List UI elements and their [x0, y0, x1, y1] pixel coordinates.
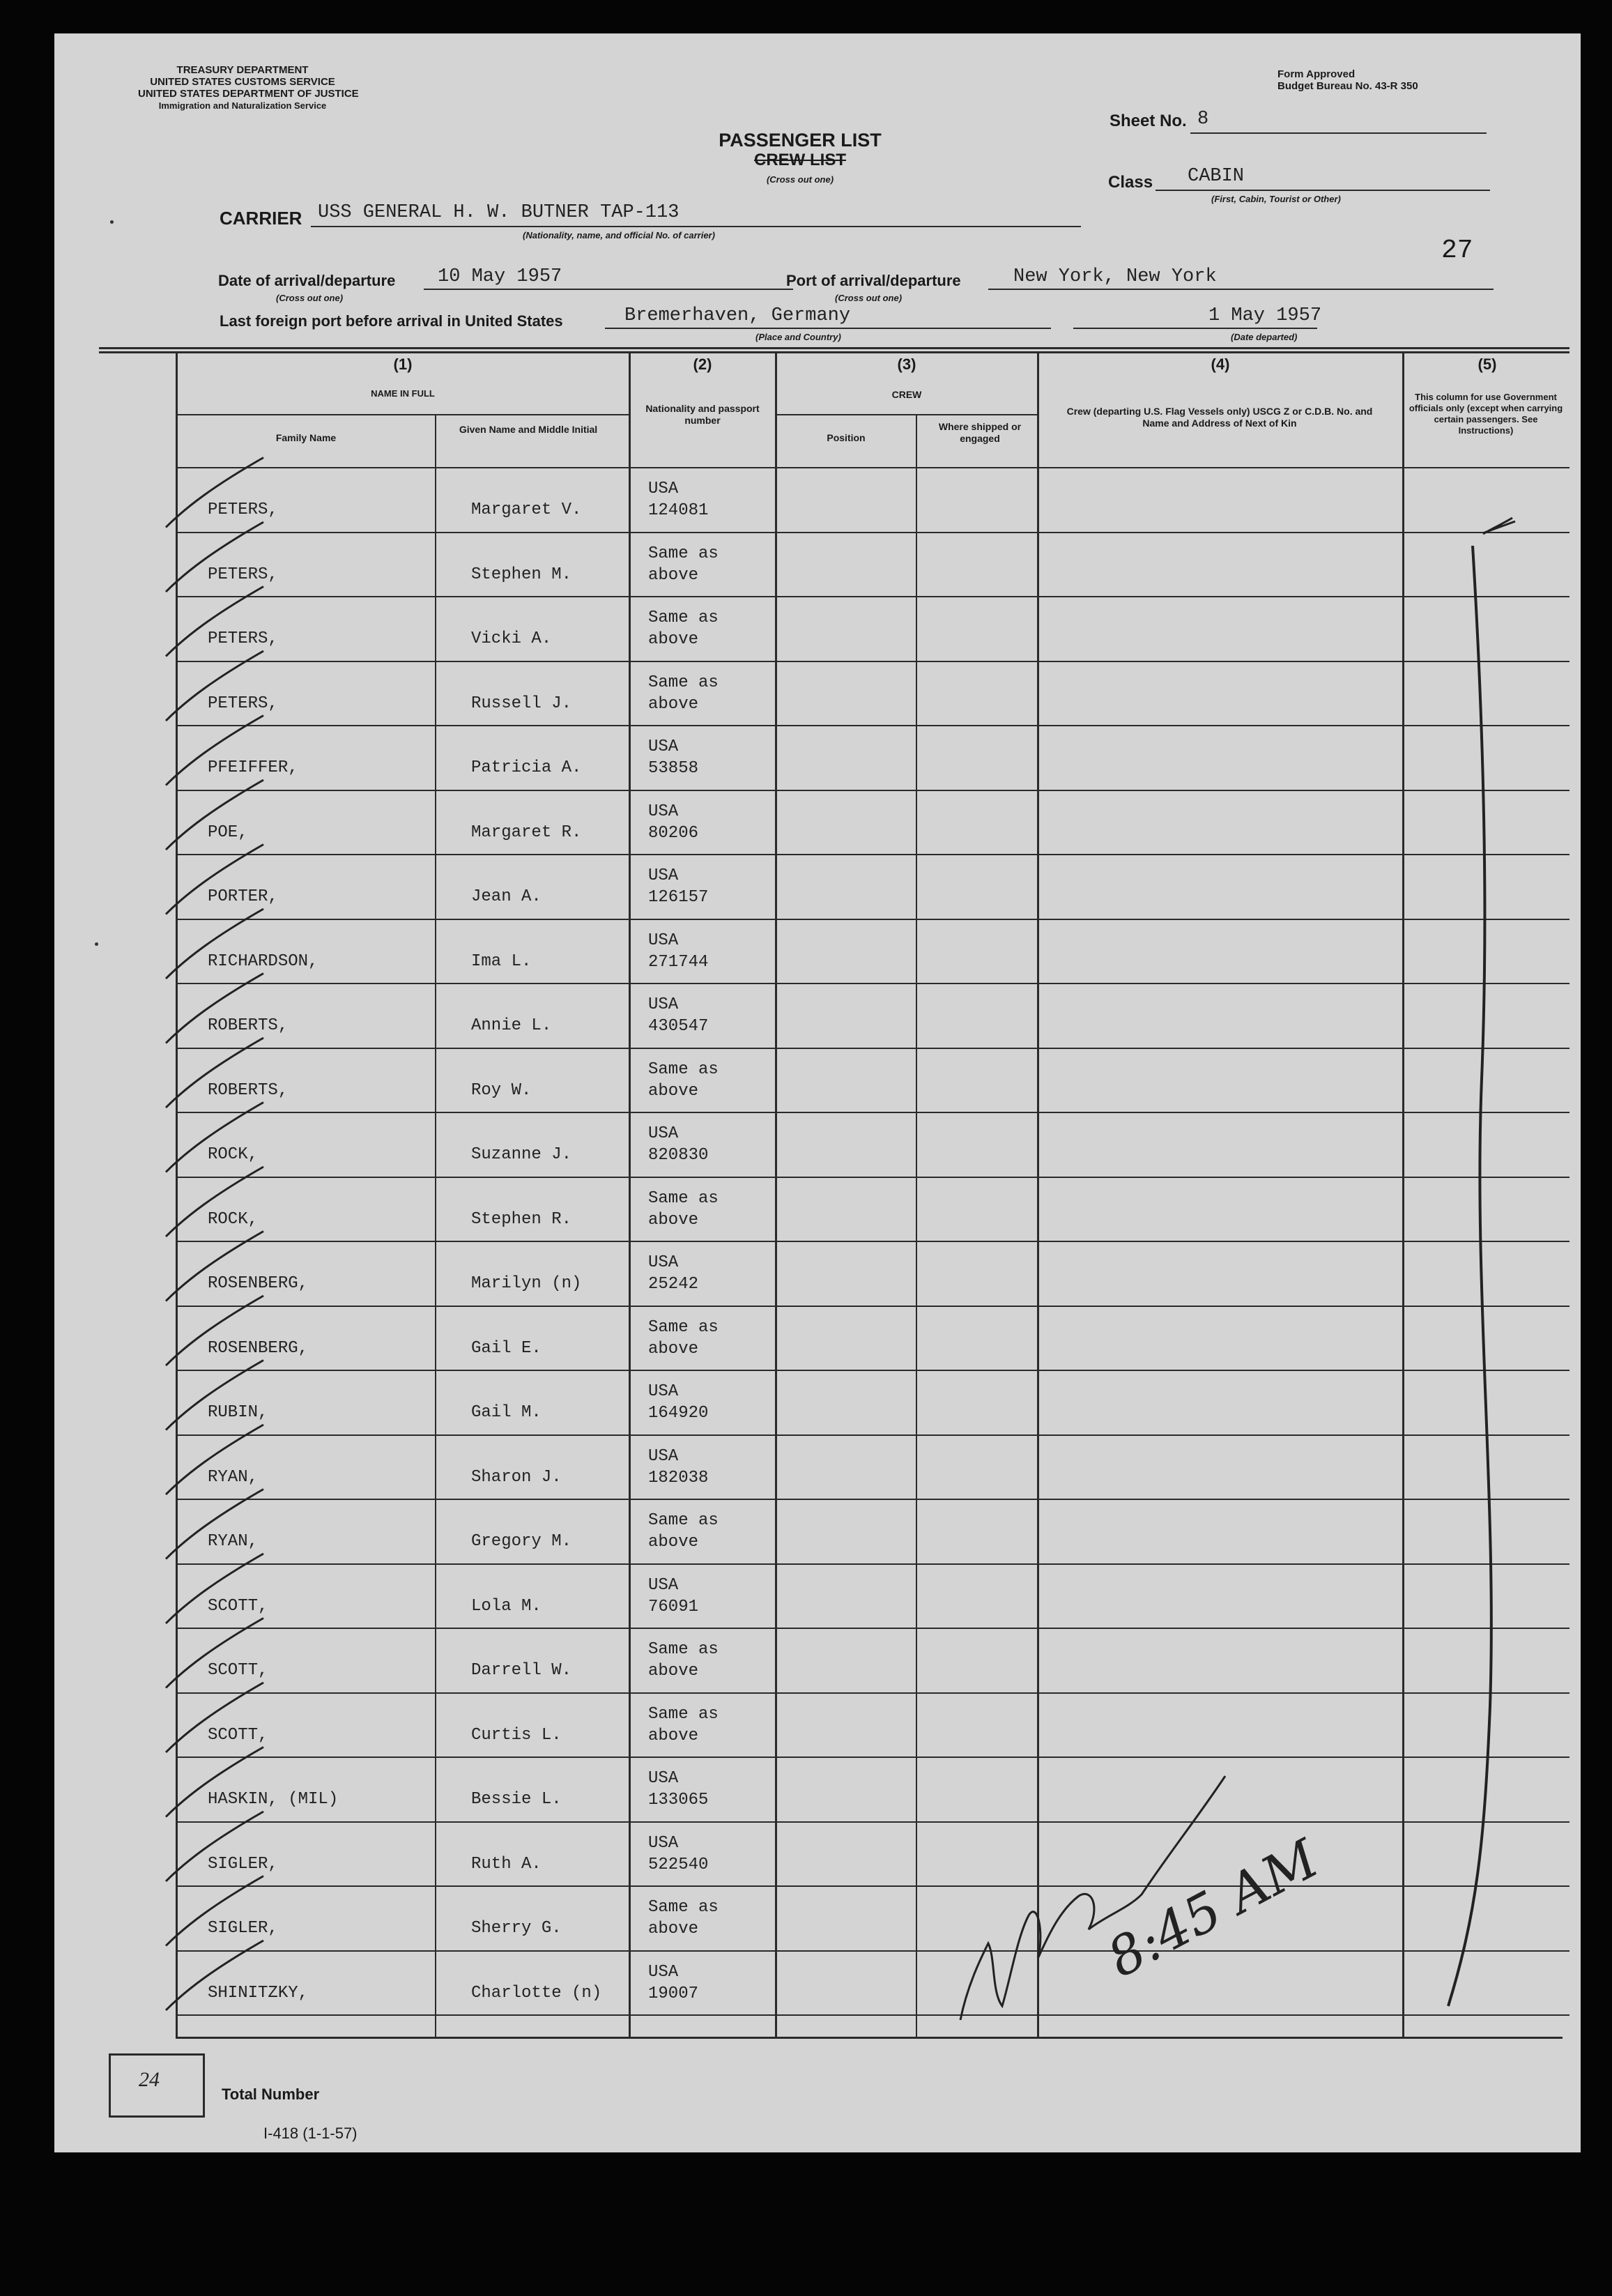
arrival-date-value: 10 May 1957 — [438, 266, 562, 287]
family-name-cell: PETERS, — [208, 500, 278, 519]
nationality-line-2: above — [648, 1339, 699, 1359]
nationality-line-1: USA — [648, 1446, 679, 1466]
agency-line-2: UNITED STATES CUSTOMS SERVICE — [150, 76, 335, 88]
nationality-line-2: 430547 — [648, 1017, 709, 1036]
given-name-cell: Curtis L. — [471, 1725, 562, 1745]
form-number: I-418 (1-1-57) — [263, 2125, 358, 2142]
family-name-cell: ROSENBERG, — [208, 1274, 309, 1293]
sheet-label: Sheet No. — [1110, 112, 1187, 130]
family-name-cell: ROSENBERG, — [208, 1338, 309, 1358]
port-label: Port of arrival/departure — [786, 272, 961, 289]
check-mark-stroke — [166, 651, 263, 721]
nationality-line-2: above — [648, 1533, 699, 1552]
check-mark-stroke — [166, 1490, 263, 1559]
nationality-line-1: Same as — [648, 1640, 719, 1659]
page-number: 27 — [1441, 236, 1473, 266]
col1a-family-name: Family Name — [275, 432, 337, 443]
check-mark-stroke — [166, 1747, 263, 1817]
col3a-position: Position — [827, 432, 866, 443]
check-mark-stroke — [166, 1038, 263, 1108]
title-passenger-list: PASSENGER LIST — [719, 130, 882, 151]
check-mark-stroke — [166, 458, 263, 528]
given-name-cell: Sherry G. — [471, 1919, 562, 1938]
last-port-value: Bremerhaven, Germany — [624, 305, 851, 326]
check-mark-stroke — [166, 1812, 263, 1881]
check-mark-stroke — [166, 1618, 263, 1688]
check-mark-stroke — [166, 1232, 263, 1301]
port-caption: (Cross out one) — [835, 293, 903, 303]
col2-title: Nationality and passport number — [645, 403, 760, 426]
family-name-cell: PETERS, — [208, 629, 278, 648]
given-name-cell: Stephen R. — [471, 1209, 572, 1229]
given-name-cell: Suzanne J. — [471, 1145, 572, 1164]
given-name-cell: Gail M. — [471, 1403, 542, 1422]
given-name-cell: Roy W. — [471, 1080, 532, 1100]
nationality-line-1: USA — [648, 737, 679, 756]
nationality-line-1: Same as — [648, 1704, 719, 1724]
given-name-cell: Jean A. — [471, 887, 542, 906]
family-name-cell: RYAN, — [208, 1467, 259, 1487]
check-mark-stroke — [166, 522, 263, 592]
given-name-cell: Darrell W. — [471, 1661, 572, 1680]
check-mark-stroke — [166, 1683, 263, 1752]
nationality-line-2: 522540 — [648, 1855, 709, 1874]
given-name-cell: Ima L. — [471, 951, 532, 971]
given-name-cell: Marilyn (n) — [471, 1274, 582, 1293]
given-name-cell: Stephen M. — [471, 565, 572, 584]
nationality-line-1: USA — [648, 1769, 679, 1788]
column5-check-mark — [1483, 518, 1515, 534]
check-mark-stroke — [166, 780, 263, 850]
nationality-line-1: Same as — [648, 1188, 719, 1208]
nationality-line-1: USA — [648, 931, 679, 950]
nationality-line-1: USA — [648, 480, 679, 498]
col1-number: (1) — [393, 355, 413, 373]
family-name-cell: PETERS, — [208, 694, 278, 713]
family-name-cell: HASKIN, (MIL) — [208, 1790, 339, 1809]
nationality-line-2: 182038 — [648, 1468, 709, 1487]
given-name-cell: Sharon J. — [471, 1467, 562, 1487]
total-number-value: 24 — [139, 2068, 160, 2091]
family-name-cell: SIGLER, — [208, 1919, 278, 1938]
given-name-cell: Patricia A. — [471, 758, 582, 777]
family-name-cell: PORTER, — [208, 887, 278, 906]
given-name-cell: Gregory M. — [471, 1532, 572, 1551]
nationality-line-1: Same as — [648, 609, 719, 627]
given-name-cell: Bessie L. — [471, 1790, 562, 1809]
nationality-line-1: Same as — [648, 1317, 719, 1337]
arrival-port-value: New York, New York — [1013, 266, 1217, 287]
col4-number: (4) — [1211, 355, 1230, 373]
given-name-cell: Annie L. — [471, 1016, 552, 1035]
nationality-line-2: 124081 — [648, 501, 709, 520]
nationality-line-1: Same as — [648, 544, 719, 563]
family-name-cell: SHINITZKY, — [208, 1983, 309, 2003]
col3-number: (3) — [897, 355, 916, 373]
nationality-line-1: Same as — [648, 1059, 719, 1079]
family-name-cell: ROBERTS, — [208, 1016, 289, 1035]
family-name-cell: ROCK, — [208, 1209, 259, 1229]
class-label: Class — [1108, 173, 1153, 192]
col1-title: NAME IN FULL — [371, 388, 435, 399]
date-departed-caption: (Date departed) — [1231, 332, 1298, 342]
nationality-line-2: above — [648, 694, 699, 714]
check-mark-stroke — [166, 716, 263, 786]
nationality-line-2: 76091 — [648, 1597, 699, 1616]
family-name-cell: RICHARDSON, — [208, 951, 318, 971]
carrier-value: USS GENERAL H. W. BUTNER TAP-113 — [318, 202, 680, 223]
family-name-cell: PETERS, — [208, 565, 278, 584]
given-name-cell: Gail E. — [471, 1338, 542, 1358]
nationality-line-2: 271744 — [648, 952, 709, 972]
nationality-line-2: above — [648, 630, 699, 649]
last-port-label: Last foreign port before arrival in United States — [220, 312, 563, 330]
family-name-cell: SCOTT, — [208, 1725, 268, 1745]
sheet-value: 8 — [1197, 109, 1209, 130]
nationality-line-2: above — [648, 565, 699, 585]
stray-dot-1 — [110, 220, 114, 224]
family-name-cell: SIGLER, — [208, 1854, 278, 1874]
family-name-cell: RUBIN, — [208, 1403, 268, 1422]
nationality-line-1: Same as — [648, 673, 719, 692]
form-approved-line-2: Budget Bureau No. 43-R 350 — [1277, 80, 1418, 92]
check-mark-stroke — [166, 1103, 263, 1172]
nationality-line-1: USA — [648, 1833, 679, 1853]
family-name-cell: ROCK, — [208, 1145, 259, 1164]
stray-dot-2 — [95, 942, 98, 946]
col5-number: (5) — [1477, 355, 1497, 373]
class-caption: (First, Cabin, Tourist or Other) — [1211, 194, 1341, 204]
given-name-cell: Vicki A. — [471, 629, 552, 648]
nationality-line-1: USA — [648, 1382, 679, 1401]
check-mark-stroke — [166, 1554, 263, 1623]
nationality-line-1: USA — [648, 1575, 679, 1595]
time-annotation: 8:45 AM — [1097, 1827, 1328, 1989]
handwritten-marks — [54, 33, 1581, 2152]
check-mark-stroke — [166, 1361, 263, 1430]
nationality-line-2: above — [648, 1920, 699, 1938]
class-value: CABIN — [1188, 166, 1245, 187]
nationality-line-2: 164920 — [648, 1404, 709, 1423]
check-mark-stroke — [166, 1876, 263, 1946]
family-name-cell: PFEIFFER, — [208, 758, 298, 777]
family-name-cell: ROBERTS, — [208, 1080, 289, 1100]
given-name-cell: Ruth A. — [471, 1854, 542, 1874]
column5-handwritten-line — [1448, 546, 1491, 2006]
check-mark-stroke — [166, 909, 263, 979]
nationality-line-1: USA — [648, 1124, 679, 1143]
check-mark-stroke — [166, 587, 263, 657]
given-name-cell: Charlotte (n) — [471, 1983, 602, 2003]
col5-title: This column for use Government officials only (except when carrying certain passengers. See Instructions) — [1408, 392, 1563, 436]
date-label: Date of arrival/departure — [218, 272, 396, 289]
col1b-given-name: Given Name and Middle Initial — [459, 424, 598, 435]
agency-line-1: TREASURY DEPARTMENT — [176, 64, 309, 76]
carrier-label: CARRIER — [220, 208, 302, 229]
last-port-caption: (Place and Country) — [755, 332, 841, 342]
check-mark-stroke — [166, 974, 263, 1043]
nationality-line-1: USA — [648, 995, 679, 1014]
given-name-cell: Lola M. — [471, 1596, 542, 1616]
title-crew-list: CREW LIST — [754, 151, 846, 169]
family-name-cell: SCOTT, — [208, 1661, 268, 1680]
nationality-line-2: above — [648, 1662, 699, 1681]
nationality-line-2: 820830 — [648, 1146, 709, 1165]
document-page — [54, 33, 1581, 2152]
date-caption: (Cross out one) — [276, 293, 344, 303]
form-approved-line-1: Form Approved — [1277, 68, 1356, 80]
check-mark-stroke — [166, 1296, 263, 1365]
agency-line-3: UNITED STATES DEPARTMENT OF JUSTICE — [138, 88, 359, 100]
col3-title: CREW — [891, 389, 922, 400]
nationality-line-2: 53858 — [648, 759, 699, 778]
check-mark-stroke — [166, 845, 263, 914]
date-departed-value: 1 May 1957 — [1208, 305, 1322, 326]
nationality-line-2: 19007 — [648, 1984, 699, 2003]
nationality-line-1: USA — [648, 1962, 679, 1982]
col4-title: Crew (departing U.S. Flag Vessels only) USCG Z or C.D.B. No. and Name and Address of Next of Kin — [1066, 406, 1373, 429]
family-name-cell: SCOTT, — [208, 1596, 268, 1616]
nationality-line-2: above — [648, 1726, 699, 1745]
nationality-line-2: above — [648, 1081, 699, 1101]
family-name-cell: POE, — [208, 822, 248, 842]
given-name-cell: Russell J. — [471, 694, 572, 713]
nationality-line-1: USA — [648, 866, 679, 885]
agency-line-4: Immigration and Naturalization Service — [158, 100, 327, 111]
carrier-caption: (Nationality, name, and official No. of carrier) — [523, 230, 715, 240]
nationality-line-2: 80206 — [648, 823, 699, 843]
nationality-line-2: 25242 — [648, 1275, 699, 1294]
total-number-label: Total Number — [222, 2085, 320, 2103]
nationality-line-1: Same as — [648, 1511, 719, 1530]
nationality-line-1: Same as — [648, 1898, 719, 1917]
col2-number: (2) — [693, 355, 712, 373]
check-mark-stroke — [166, 1425, 263, 1494]
nationality-line-1: USA — [648, 1253, 679, 1272]
given-name-cell: Margaret R. — [471, 822, 582, 842]
check-mark-stroke — [166, 1941, 263, 2010]
title-caption: (Cross out one) — [766, 174, 834, 185]
given-name-cell: Margaret V. — [471, 500, 582, 519]
nationality-line-2: above — [648, 1210, 699, 1230]
nationality-line-2: 133065 — [648, 1791, 709, 1809]
family-name-cell: RYAN, — [208, 1532, 259, 1551]
check-mark-stroke — [166, 1167, 263, 1237]
nationality-line-1: USA — [648, 802, 679, 821]
col3b-where-shipped: Where shipped or engaged — [938, 421, 1022, 444]
nationality-line-2: 126157 — [648, 888, 709, 907]
